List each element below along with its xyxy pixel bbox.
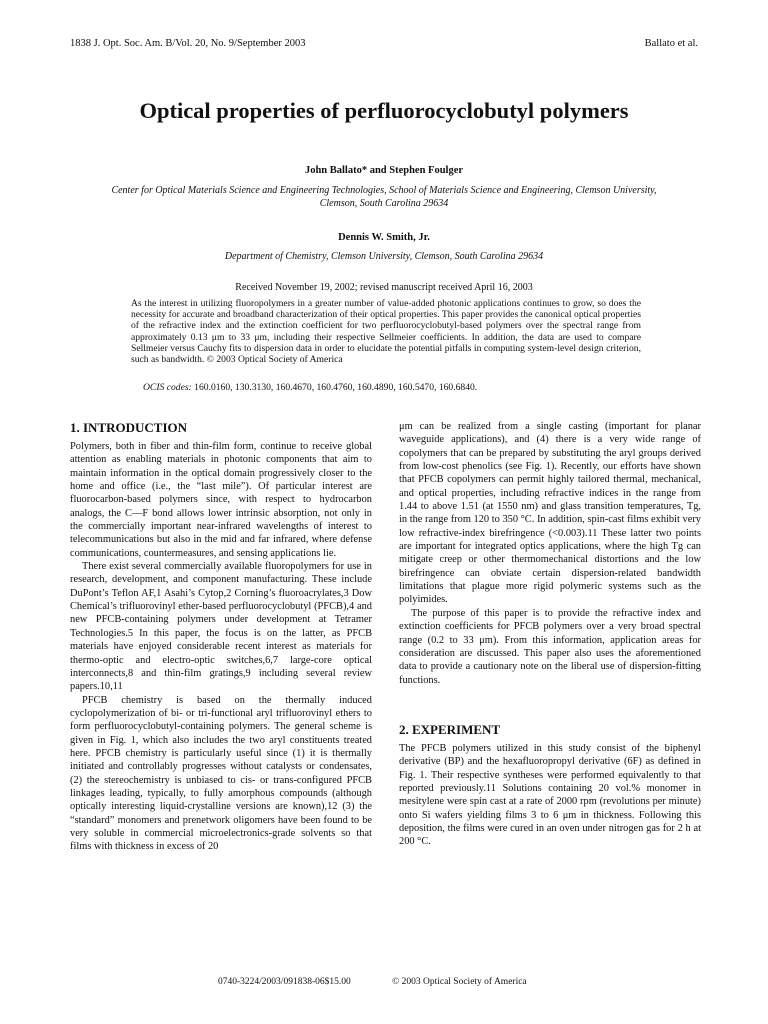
received-dates: Received November 19, 2002; revised manuscript received April 16, 2003 (235, 282, 533, 293)
author-line-1: John Ballato* and Stephen Foulger (304, 165, 464, 176)
affiliation-1: Center for Optical Materials Science and Engineering Technologies, School of Materials Science and Engineering, Clemson University, Clemson, South Carolina 29634 (111, 185, 657, 209)
author-line-2: Dennis W. Smith, Jr. (338, 232, 430, 243)
right-column (399, 420, 701, 849)
ocis-codes (143, 382, 477, 393)
body-paragraph: PFCB chemistry is based on the thermally induced cyclopolymerization of bi- or tri-functional aryl trifluorovinyl ethers to form perfluorocyclobutyl-containing polymers. The general scheme is given in Fig. 1, which also includes the two aryl constituents treated here. PFCB chemistry is particularly useful since (1) it is thermally initiated and controllably progresses without catalysts or condensates, (2) the stereochemistry is unbiased to cis- or trans-configured PFCB linkages leading, typically, to fully amorphous compounds (although optically interesting liquid-crystalline versions are known),12 (3) the “standard” monomers and prenetwork oligomers have been found to be very soluble in commercial microelectronics-grade solvents so that films with thickness in excess of 20 (70, 694, 372, 853)
body-paragraph: μm can be realized from a single casting (important for planar waveguide applications), and (4) there is a very wide range of copolymers that can be prepared by substituting the aryl groups derived from low-cost phenolics (see Fig. 1). Recently, our efforts have shown that PFCB copolymers can permit highly tailored thermal, mechanical, and optical properties, including refractive indices in the range from 1.44 to above 1.51 (at 1550 nm) and glass transition temperatures, Tg, in the range from 120 to 350 °C. In addition, spin-cast films exhibit very low refractive-index birefringence (<0.003).11 These latter two points are important for integrated optics applications, where the high Tg can mitigate creep or other thermomechanical distortions and the low birefringence can obviate certain dispersion-related bandwidth limitations that plague more rigid polymeric systems such as the polyimides. (399, 421, 701, 606)
ocis-label: OCIS codes: (143, 382, 192, 393)
running-header-authors: Ballato et al. (644, 38, 698, 49)
section-spacer (399, 687, 701, 722)
section-heading-experiment: 2. EXPERIMENT (399, 721, 501, 737)
body-paragraph: The PFCB polymers utilized in this study consist of the biphenyl derivative (BP) and the hexafluoropropyl derivative (6F) as defined in Fig. 1. Their respective syntheses were performed equivalently to that reported previously.11 Solutions containing 20 vol.% monomer in mesitylene were spin cast at a rate of 2000 rpm (revolutions per minute) onto Si wafers yielding films 3 to 6 μm in thickness. Following this deposition, the films were cured in an oven under nitrogen gas for 2 h at 200 °C. (399, 742, 701, 848)
body-paragraph: There exist several commercially available fluoropolymers for use in research, development, and component manufacturing. These include DuPont’s Teflon AF,1 Asahi’s Cytop,2 Corning’s fluoroacrylates,3 Dow Chemical’s trifluorovinyl ether-based perfluorocyclobutyl (PFCB),4 and new PFCB-containing polymers under development at Tetramer Technologies.5 In this paper, the focus is on the latter, as PFCB materials have enjoyed considerable recent interest as materials for thermo-optic and electro-optic switches,6,7 large-core optical interconnects,8 and thin-film gratings,9 including several review papers.10,11 (70, 561, 372, 693)
affiliation-2: Department of Chemistry, Clemson University, Clemson, South Carolina 29634 (224, 251, 544, 262)
footer-code: 0740-3224/2003/091838-06$15.00 (218, 977, 351, 987)
running-header (70, 38, 698, 52)
body-paragraph: The purpose of this paper is to provide the refractive index and extinction coefficients for PFCB polymers over a very broad spectral range (0.2 to 33 μm). From this information, application areas for consideration are discussed. This paper also uses the aforementioned data to provide a cautionary note on the liberal use of dispersion-fitting functions. (399, 607, 701, 686)
abstract: As the interest in utilizing fluoropolymers in a greater number of value-added photonic applications continues to grow, so does the necessity for accurate and broadband characterization of their optical properties. This paper provides the canonical optical properties of the refractive index and the extinction coefficient for two perfluorocyclobutyl-based polymers over the spectral range from approximately 0.13 μm to 33 μm, including their respective Sellmeier coefficients. In addition, the data are used to compare Sellmeier versus Cauchy fits to dispersion data in order to elucidate the potential pitfalls in computing system-level design criterion, such as bandwidth. © 2003 Optical Society of America (131, 298, 641, 366)
paper-title: Optical properties of perfluorocyclobutyl polymers (139, 98, 629, 123)
ocis-values: 160.0160, 130.3130, 160.4670, 160.4760, 160.4890, 160.5470, 160.6840. (194, 382, 478, 393)
body-paragraph: Polymers, both in fiber and thin-film form, continue to receive global attention as enabling materials in photonic components that aim to maintain information in the optical domain progressively closer to the home and office (i.e., the “last mile”). Of particular interest are fluorocarbon-based polymers since, with respect to hydrocarbon analogs, the C—F bond allows lower intrinsic absorption, not only in the commercially important near-infrared wavelengths of interest to telecommunications but also in the mid and far infrared, where defense communications, countermeasures, and sensing applications lie. (70, 441, 372, 559)
running-header-journal: 1838 J. Opt. Soc. Am. B/Vol. 20, No. 9/September 2003 (70, 38, 306, 49)
left-column (70, 420, 372, 854)
section-heading-introduction: 1. INTRODUCTION (70, 420, 188, 435)
footer-copyright: © 2003 Optical Society of America (392, 977, 527, 987)
